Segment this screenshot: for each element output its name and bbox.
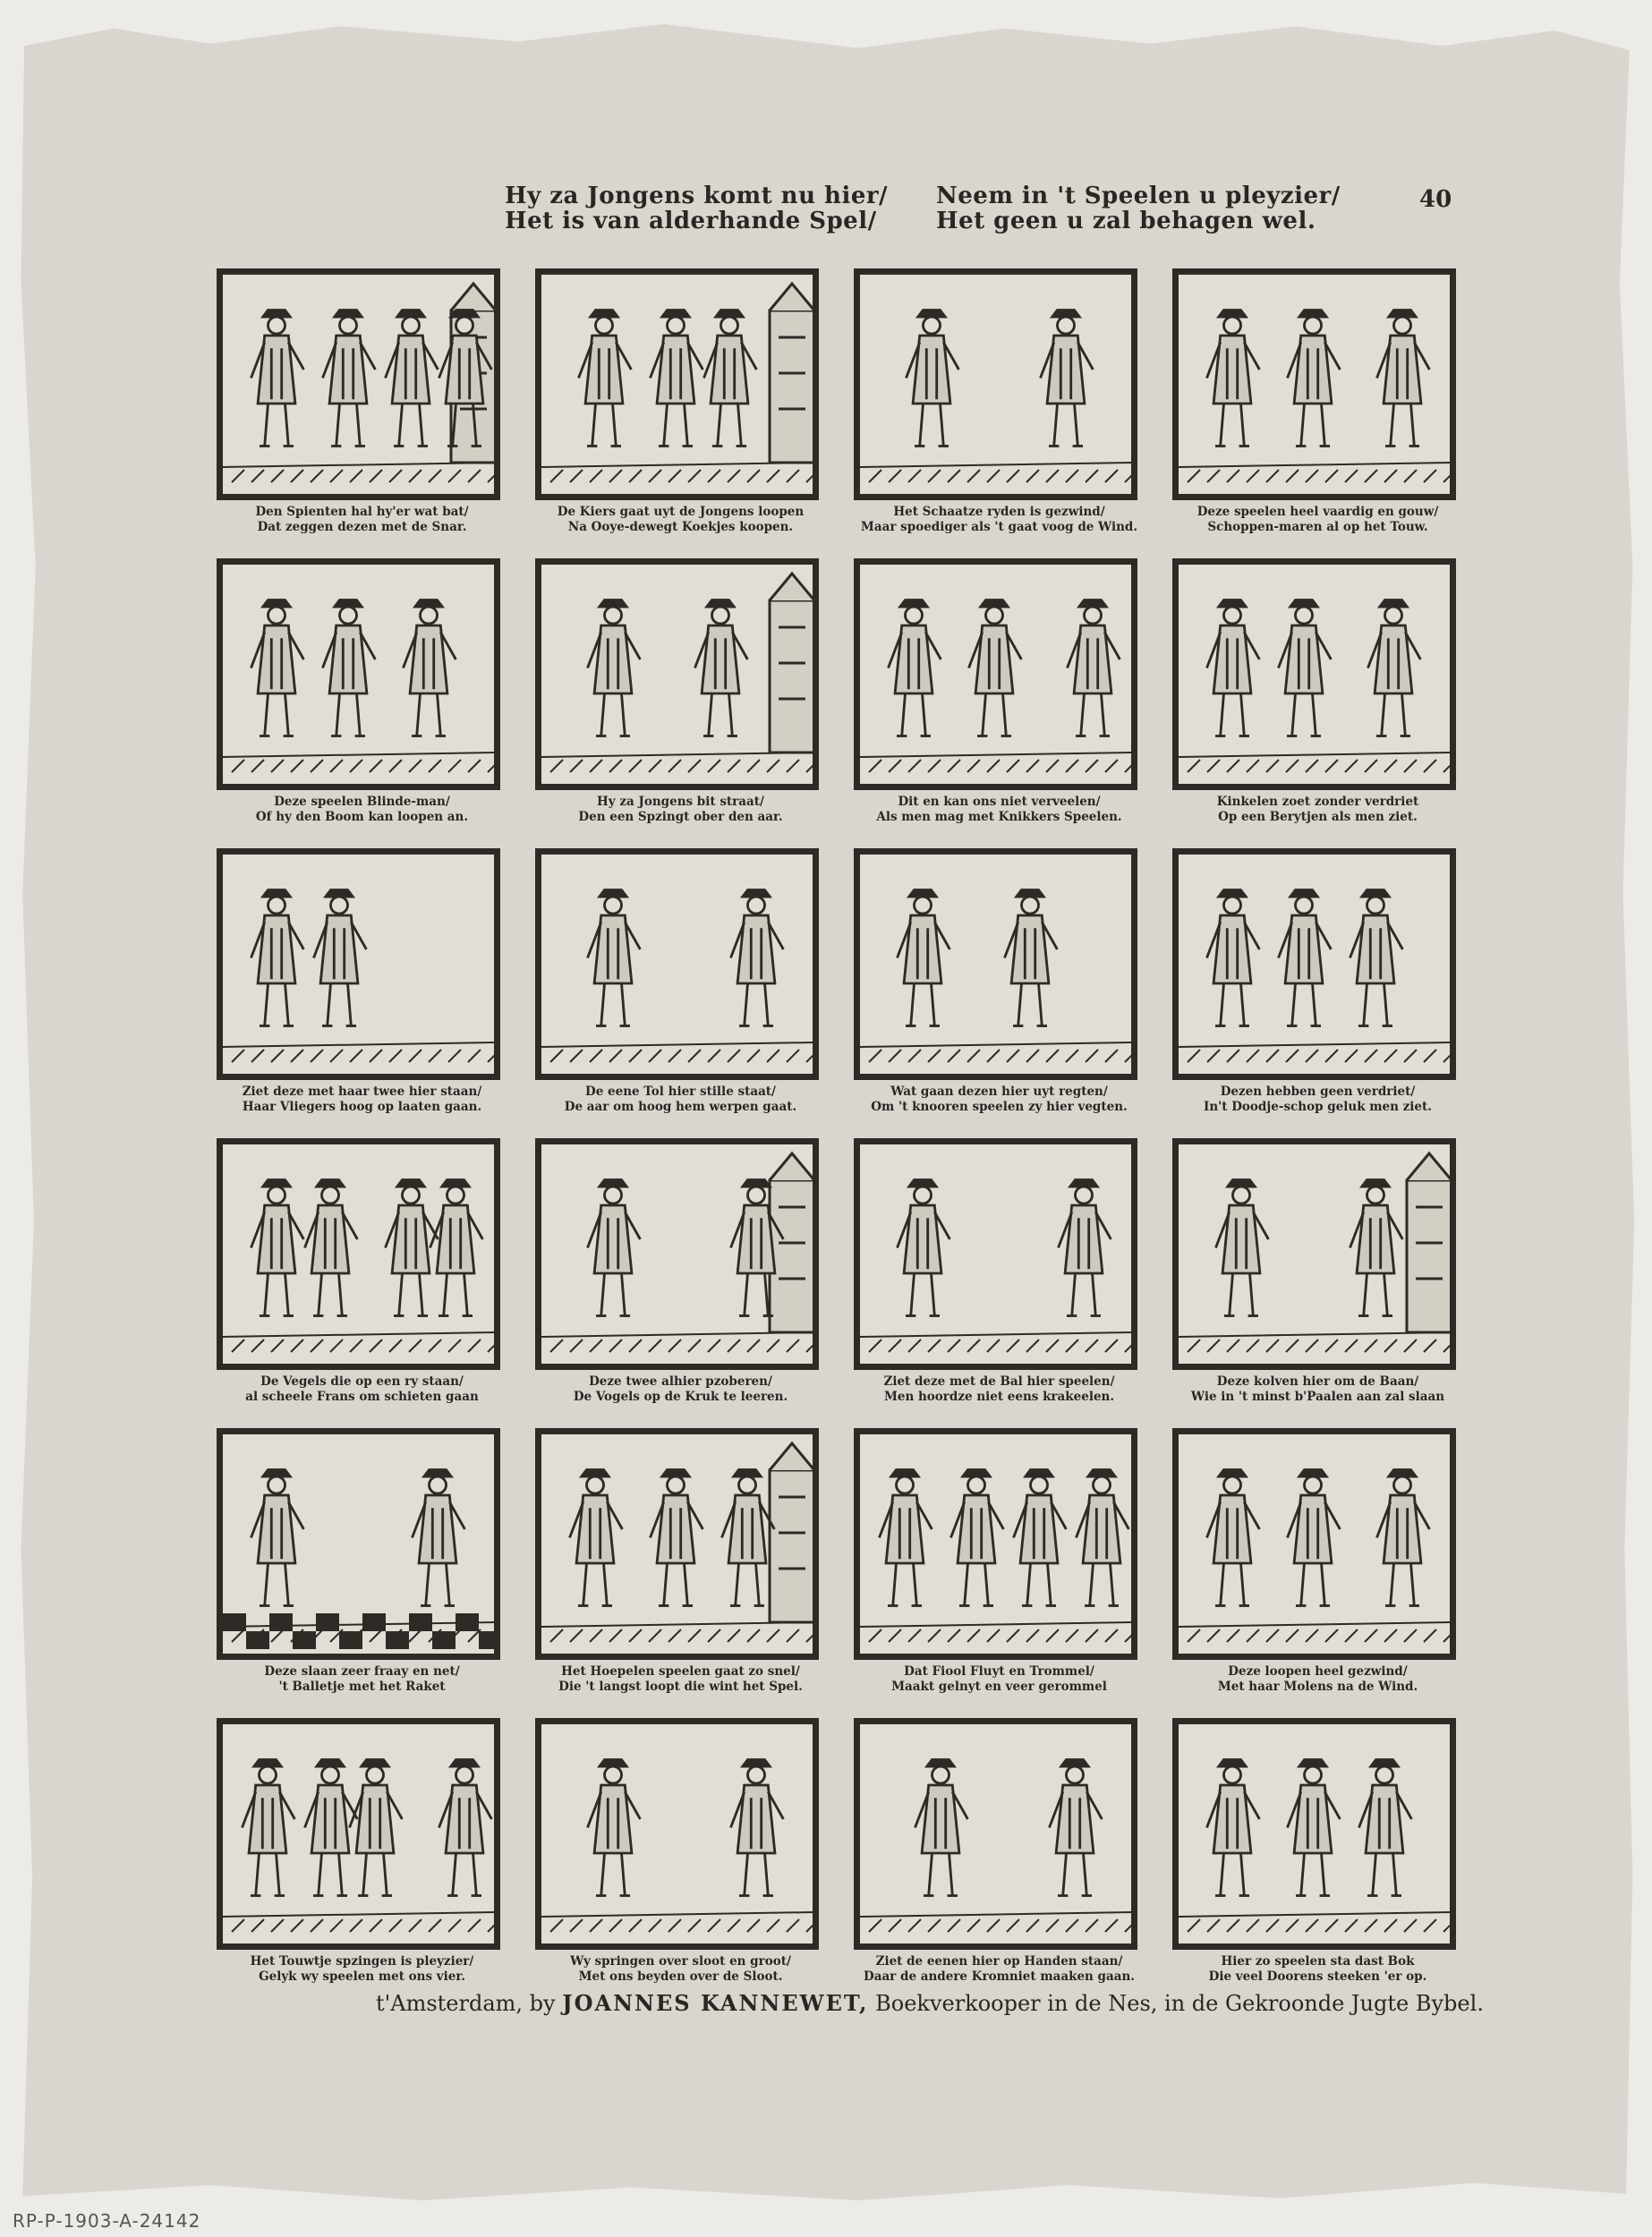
imprint-publisher: JOANNES KANNEWET, [562,1990,869,2016]
caption-line-1: Ziet de eenen hier op Handen staan/ [875,1954,1123,1969]
woodcut-panel [532,845,830,1135]
caption-line-1: De Vegels die op een ry staan/ [260,1374,464,1389]
caption-line-2: Of hy den Boom kan loopen an. [255,810,469,824]
caption-line-2: Haar Vliegers hoog op laaten gaan. [242,1100,482,1114]
heading-right-line2: Het geen u zal behagen wel. [936,208,1316,234]
woodcut-illustration [854,1138,1137,1370]
page-number: 40 [1419,186,1452,213]
woodcut-panel [850,1425,1148,1714]
panel-caption [850,1084,1148,1115]
caption-line-2: al scheele Frans om schieten gaan [245,1390,479,1404]
woodcut-illustration [1172,558,1456,790]
panel-caption [850,1664,1148,1695]
woodcut-illustration [535,1718,819,1950]
caption-line-1: Deze kolven hier om de Baan/ [1216,1374,1419,1389]
caption-line-1: Wat gaan dezen hier uyt regten/ [890,1084,1108,1099]
woodcut-panel [1169,1425,1467,1714]
woodcut-panel [532,1714,830,2004]
woodcut-illustration [854,1718,1137,1950]
imprint [376,1990,1484,2016]
woodcut-illustration [217,558,500,790]
caption-line-2: Den een Spzingt ober den aar. [578,810,783,824]
imprint-suffix: Boekverkooper in de Nes, in de Gekroonde Jugte Bybel. [875,1991,1484,2016]
woodcut-panel [1169,555,1467,845]
caption-line-1: Dat Fiool Fluyt en Trommel/ [904,1664,1094,1679]
woodcut-illustration [1172,848,1456,1080]
woodcut-panel [850,555,1148,845]
caption-line-1: Deze loopen heel gezwind/ [1228,1664,1408,1679]
caption-line-2: De Vogels op de Kruk te leeren. [573,1390,788,1404]
caption-line-2: Daar de andere Kromniet maaken gaan. [863,1969,1136,1984]
woodcut-panel [1169,845,1467,1135]
caption-line-2: Maakt gelnyt en veer gerommel [891,1680,1107,1694]
caption-line-2: Maar spoediger als 't gaat voog de Wind. [860,520,1138,534]
woodcut-illustration [535,1138,819,1370]
caption-line-2: Na Ooye-dewegt Koekjes koopen. [567,520,794,534]
woodcut-panel [532,265,830,555]
panel-caption [1169,1664,1467,1695]
woodcut-illustration [217,848,500,1080]
caption-line-2: Als men mag met Knikkers Speelen. [876,810,1122,824]
woodcut-illustration [217,1428,500,1660]
woodcut-panel [850,845,1148,1135]
panel-caption [532,1374,830,1405]
woodcut-illustration [1172,268,1456,500]
woodcut-panel [1169,1135,1467,1425]
woodcut-panel [850,1135,1148,1425]
caption-line-1: Ziet deze met de Bal hier speelen/ [883,1374,1115,1389]
woodcut-illustration [854,1428,1137,1660]
panel-caption [213,1664,511,1695]
caption-line-2: Met haar Molens na de Wind. [1217,1680,1418,1694]
caption-line-1: De Kiers gaat uyt de Jongens loopen [557,505,805,519]
woodcut-panel [213,265,511,555]
caption-line-1: Het Schaatze ryden is gezwind/ [893,505,1105,519]
panel-caption [850,1954,1148,1985]
caption-line-1: Het Hoepelen speelen gaat zo snel/ [561,1664,800,1679]
panel-caption [532,795,830,825]
woodcut-panel [532,1425,830,1714]
panel-caption [213,795,511,825]
woodcut-illustration [535,848,819,1080]
woodcut-illustration [1172,1138,1456,1370]
caption-line-1: Ziet deze met haar twee hier staan/ [242,1084,482,1099]
woodcut-panel [1169,265,1467,555]
caption-line-1: Het Touwtje spzingen is pleyzier/ [250,1954,474,1969]
caption-line-2: Men hoordze niet eens krakeelen. [883,1390,1115,1404]
woodcut-panel [213,1135,511,1425]
heading-left-line2: Het is van alderhande Spel/ [505,208,877,234]
caption-line-1: Hier zo speelen sta dast Bok [1221,1954,1415,1969]
panel-caption [213,1954,511,1985]
woodcut-illustration [1172,1428,1456,1660]
caption-line-1: Deze slaan zeer fraay en net/ [264,1664,460,1679]
panel-caption [850,505,1148,535]
woodcut-panel [532,555,830,845]
woodcut-illustration [217,1718,500,1950]
woodcut-illustration [535,558,819,790]
caption-line-2: Die 't langst loopt die wint het Spel. [558,1680,803,1694]
caption-line-2: Schoppen-maren al op het Touw. [1207,520,1428,534]
woodcut-panel [532,1135,830,1425]
caption-line-1: Deze speelen heel vaardig en gouw/ [1196,505,1439,519]
woodcut-illustration [217,1138,500,1370]
woodcut-illustration [854,268,1137,500]
woodcut-illustration [535,1428,819,1660]
panel-caption [532,1664,830,1695]
panel-caption [1169,795,1467,825]
caption-line-2: Wie in 't minst b'Paalen aan zal slaan [1190,1390,1445,1404]
panel-caption [1169,1954,1467,1985]
woodcut-panel [213,1714,511,2004]
caption-line-1: Kinkelen zoet zonder verdriet [1216,795,1419,809]
panel-caption [213,1084,511,1115]
caption-line-1: Hy za Jongens bit straat/ [597,795,764,809]
panel-caption [532,1954,830,1985]
caption-line-2: Met ons beyden over de Sloot. [578,1969,783,1984]
woodcut-grid [213,265,1468,2004]
imprint-prefix: t'Amsterdam, by [376,1991,556,2016]
caption-line-2: Gelyk wy speelen met ons vier. [259,1969,465,1984]
caption-line-1: Wy springen over sloot en groot/ [570,1954,791,1969]
panel-caption [532,505,830,535]
caption-line-1: Den Spienten hal hy'er wat bat/ [255,505,469,519]
caption-line-2: 't Balletje met het Raket [278,1680,446,1694]
panel-caption [532,1084,830,1115]
caption-line-1: Dezen hebben geen verdriet/ [1220,1084,1416,1099]
caption-line-2: Op een Berytjen als men ziet. [1218,810,1418,824]
woodcut-panel [1169,1714,1467,2004]
panel-caption [850,1374,1148,1405]
caption-line-2: Dat zeggen dezen met de Snar. [257,520,467,534]
caption-line-1: Deze speelen Blinde-man/ [274,795,450,809]
woodcut-panel [213,555,511,845]
heading-right-line1: Neem in 't Speelen u pleyzier/ [936,183,1341,209]
panel-caption [1169,1084,1467,1115]
panel-caption [213,1374,511,1405]
caption-line-1: Deze twee alhier pzoberen/ [589,1374,772,1389]
panel-caption [850,795,1148,825]
woodcut-illustration [217,268,500,500]
panel-caption [1169,505,1467,535]
woodcut-illustration [1172,1718,1456,1950]
caption-line-2: Om 't knooren speelen zy hier vegten. [871,1100,1128,1114]
woodcut-panel [850,265,1148,555]
caption-line-2: De aar om hoog hem werpen gaat. [564,1100,797,1114]
panel-caption [1169,1374,1467,1405]
woodcut-illustration [535,268,819,500]
caption-line-1: Dit en kan ons niet verveelen/ [898,795,1101,809]
woodcut-panel [850,1714,1148,2004]
inventory-number: RP-P-1903-A-24142 [13,2210,201,2232]
panel-caption [213,505,511,535]
woodcut-panel [213,845,511,1135]
caption-line-2: In't Doodje-schop geluk men ziet. [1204,1100,1432,1114]
woodcut-panel [213,1425,511,1714]
heading-left-line1: Hy za Jongens komt nu hier/ [505,183,889,209]
woodcut-illustration [854,558,1137,790]
caption-line-2: Die veel Doorens steeken 'er op. [1208,1969,1427,1984]
woodcut-illustration [854,848,1137,1080]
caption-line-1: De eene Tol hier stille staat/ [585,1084,776,1099]
